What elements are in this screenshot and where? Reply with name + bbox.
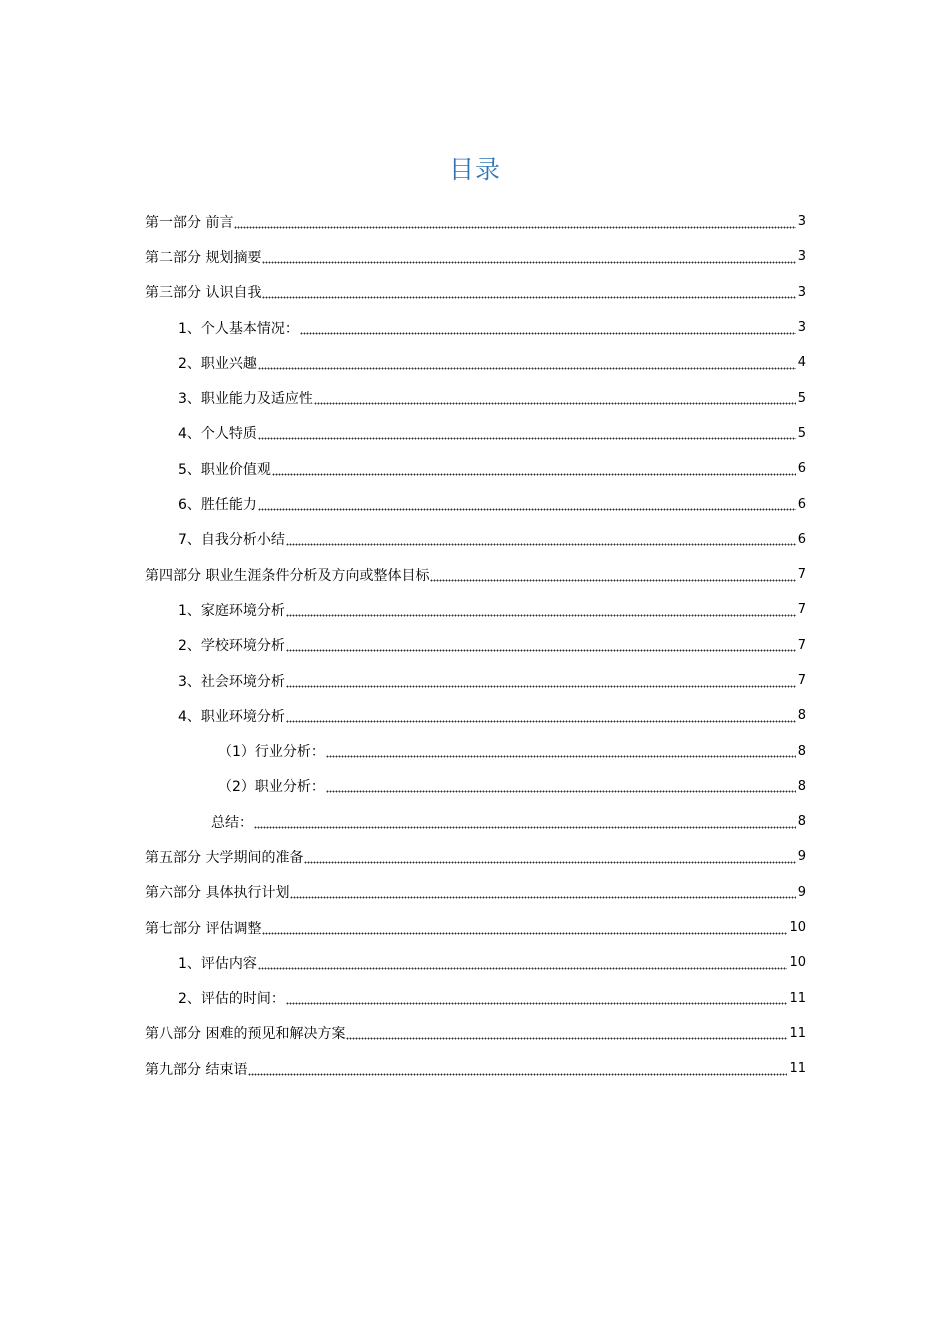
toc-entry[interactable] [145,239,806,274]
toc-entry-text: 3、社会环境分析 [178,673,285,690]
toc-entry[interactable] [145,451,806,486]
toc-entry-text: 1、家庭环境分析 [178,602,285,619]
dot-leader [286,532,796,546]
toc-entry-text: 1、评估内容 [178,955,257,972]
toc-entry[interactable] [145,804,806,839]
toc-page-number: 11 [789,1025,806,1041]
toc-entry-text: 7、自我分析小结 [178,532,285,549]
toc-entry[interactable] [145,345,806,380]
dot-leader [262,285,795,299]
dot-leader [258,956,788,970]
toc-entry-text: 第二部分 规划摘要 [145,249,262,266]
toc-entry[interactable] [145,416,806,451]
toc-entry[interactable] [145,628,806,663]
dot-leader [286,991,788,1005]
toc-entry[interactable] [145,592,806,627]
dot-leader [286,709,796,723]
toc-page-number: 8 [797,708,806,724]
toc-entry-text: 4、职业环境分析 [178,708,285,725]
toc-page-number: 6 [797,496,806,512]
table-of-contents [145,204,806,1086]
dot-leader [300,321,796,335]
toc-page-number: 9 [797,884,806,900]
toc-entry[interactable] [145,204,806,239]
toc-entry-text: 第四部分 职业生涯条件分析及方向或整体目标 [145,567,430,584]
toc-page-number: 8 [797,743,806,759]
toc-page-number: 11 [789,990,806,1006]
toc-entry-text: 第五部分 大学期间的准备 [145,849,304,866]
toc-page-number: 11 [789,1061,806,1077]
toc-entry[interactable] [145,1016,806,1051]
toc-entry[interactable] [145,557,806,592]
toc-page-number: 7 [797,637,806,653]
toc-page-number: 6 [797,531,806,547]
dot-leader [286,603,796,617]
toc-entry-text: 1、个人基本情况： [178,320,299,337]
toc-page-number: 10 [789,920,806,936]
dot-leader [346,1026,787,1040]
dot-leader [234,215,795,229]
dot-leader [326,744,796,758]
dot-leader [262,250,795,264]
toc-entry-text: 第九部分 结束语 [145,1061,248,1078]
toc-entry-text: 2、学校环境分析 [178,638,285,655]
dot-leader [254,815,796,829]
toc-entry-text: 第三部分 认识自我 [145,285,262,302]
dot-leader [272,462,796,476]
dot-leader [326,779,796,793]
toc-entry-text: 4、个人特质 [178,426,257,443]
toc-entry[interactable] [145,839,806,874]
dot-leader [258,497,796,511]
toc-entry[interactable] [145,1051,806,1086]
toc-page-number: 10 [789,955,806,971]
dot-leader [262,921,787,935]
toc-page-number: 8 [797,814,806,830]
toc-entry[interactable] [145,380,806,415]
toc-page-number: 6 [797,461,806,477]
toc-title: 目录 [448,155,501,184]
dot-leader [304,850,795,864]
dot-leader [290,885,795,899]
dot-leader [258,356,796,370]
toc-entry[interactable] [145,945,806,980]
toc-entry[interactable] [145,981,806,1016]
dot-leader [258,426,796,440]
toc-entry-text: 第七部分 评估调整 [145,920,262,937]
dot-leader [248,1062,787,1076]
toc-entry[interactable] [145,875,806,910]
toc-entry-text: 2、职业兴趣 [178,355,257,372]
toc-page-number: 3 [797,214,806,230]
toc-entry-text: 6、胜任能力 [178,497,257,514]
toc-entry[interactable] [145,522,806,557]
toc-page-number: 7 [797,602,806,618]
toc-entry-text: 第一部分 前言 [145,214,234,231]
toc-page-number: 3 [797,284,806,300]
dot-leader [286,638,796,652]
toc-page-number: 3 [797,320,806,336]
toc-entry[interactable] [145,698,806,733]
toc-page-number: 3 [797,249,806,265]
toc-entry-text: 3、职业能力及适应性 [178,391,313,408]
toc-page-number: 9 [797,849,806,865]
toc-entry[interactable] [145,310,806,345]
toc-entry-text: （2）职业分析： [218,779,325,796]
toc-page-number: 8 [797,778,806,794]
toc-entry[interactable] [145,733,806,768]
toc-entry-text: 5、职业价值观 [178,461,271,478]
dot-leader [286,674,796,688]
toc-entry[interactable] [145,486,806,521]
toc-entry[interactable] [145,910,806,945]
toc-entry-text: 2、评估的时间： [178,991,285,1008]
toc-entry-text: 第六部分 具体执行计划 [145,885,290,902]
toc-entry[interactable] [145,663,806,698]
toc-entry-text: （1）行业分析： [218,744,325,761]
toc-entry-text: 总结： [211,814,253,831]
toc-entry-text: 第八部分 困难的预见和解决方案 [145,1026,346,1043]
toc-page-number: 5 [797,390,806,406]
dot-leader [430,568,795,582]
toc-entry[interactable] [145,769,806,804]
toc-page-number: 4 [797,355,806,371]
toc-entry[interactable] [145,275,806,310]
toc-page-number: 7 [797,673,806,688]
toc-page-number: 5 [797,425,806,441]
dot-leader [314,391,796,405]
toc-page-number: 7 [797,567,806,583]
